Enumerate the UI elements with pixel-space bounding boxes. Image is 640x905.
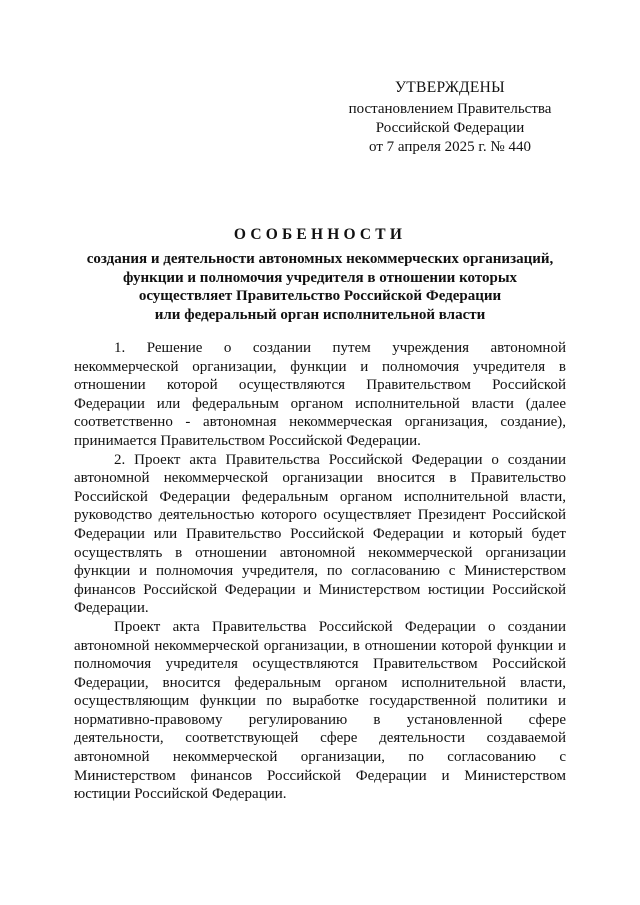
document-body [74,339,566,804]
document-subtitle [70,250,570,324]
approval-stamp [330,78,570,157]
subtitle-line: или федеральный орган исполнительной власти [154,306,486,323]
document-title: ОСОБЕННОСТИ [233,226,407,243]
paragraph-1: 1. Решение о создании путем учреждения автономной некоммерческой организации, функции и полномочия учредителя в отношении которой осуществляются Правительством Российской Федерации или федеральным органом исполнительной власти (далее соответственно - автономная некоммерческая организация, создание), принимается Правительством Российской Федерации. [74,340,566,449]
subtitle-line: создания и деятельности автономных некоммерческих организаций, [86,251,554,267]
paragraph-2: 2. Проект акта Правительства Российской Федерации о создании автономной некоммерческой организации вносится в Правительство Российской Федерации федеральным органом исполнительной власти, руководство деятельностью которого осуществляет Президент Российской Федерации или Правительство Российской Федерации и который будет осуществлять в отношении автономной некоммерческой организации функции и полномочия учредителя, по согласованию с Министерством финансов Российской Федерации и Министерством юстиции Российской Федерации. [74,451,566,617]
paragraph-3: Проект акта Правительства Российской Федерации о создании автономной некоммерческой организации, в отношении которой функции и полномочия учредителя осуществляются Правительством Российской Федерации, вносится федеральным органом исполнительной власти, осуществляющим функции по выработке государственной политики и нормативно-правовому регулированию в установленной сфере деятельности, соответствующей сфере деятельности создаваемой автономной некоммерческой организации, по согласованию с Министерством финансов Российской Федерации и Министерством юстиции Российской Федерации. [74,618,566,803]
approval-line-government: Российской Федерации [375,120,525,136]
approval-line-date-number: от 7 апреля 2025 г. № 440 [369,139,531,155]
subtitle-line: функции и полномочия учредителя в отношении которых [122,269,518,286]
subtitle-line: осуществляет Правительство Российской Федерации [138,288,502,304]
approval-line-resolution: постановлением Правительства [348,101,552,117]
approval-heading: УТВЕРЖДЕНЫ [395,79,505,96]
